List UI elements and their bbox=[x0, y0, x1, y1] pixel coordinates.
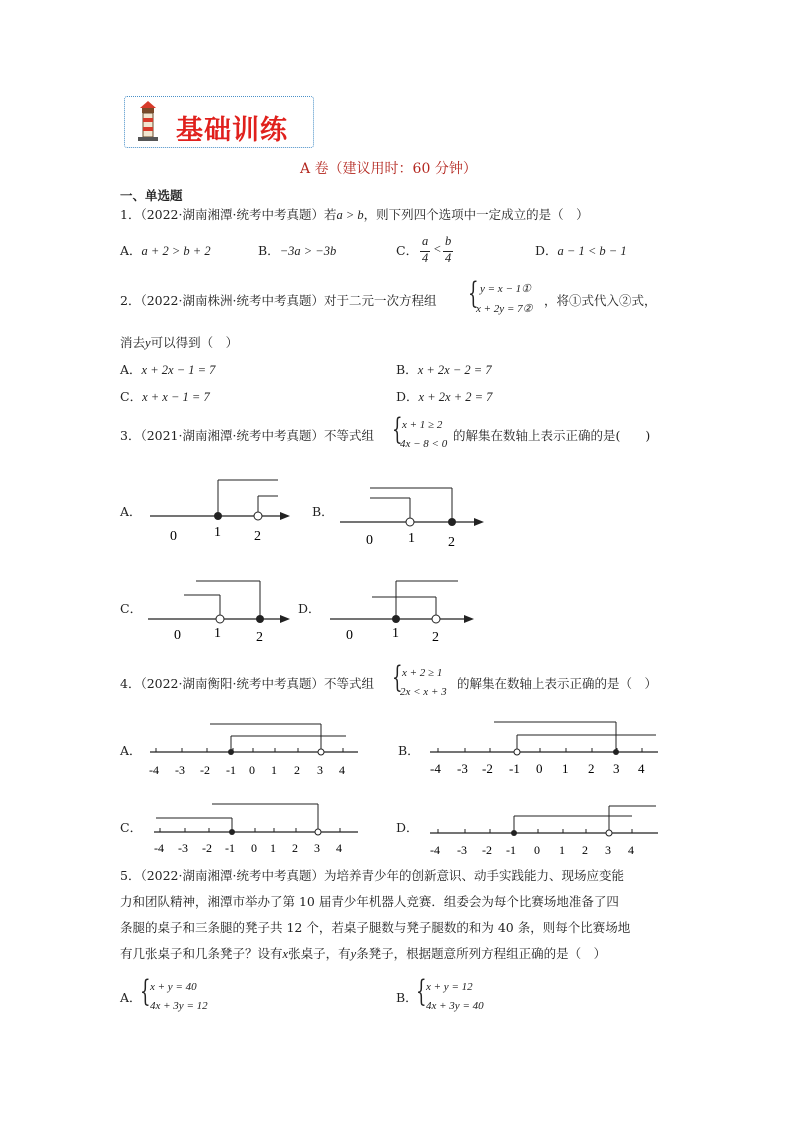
tick-4: 4 bbox=[339, 763, 345, 777]
q3-option-b-numberline bbox=[330, 474, 490, 546]
tick-1: 1 bbox=[408, 531, 415, 546]
tick-n3: -3 bbox=[175, 763, 185, 777]
q5-option-a-brace: { bbox=[140, 974, 151, 1009]
tick-4: 4 bbox=[628, 843, 634, 857]
q5-option-b-eq1: x + y = 12 bbox=[426, 981, 473, 993]
tick-1: 1 bbox=[271, 763, 277, 777]
q3-stem-tail: 的解集在数轴上表示正确的是( ) bbox=[453, 428, 651, 443]
tick-n1: -1 bbox=[225, 841, 235, 855]
q2-brace: { bbox=[468, 276, 479, 311]
q5-option-a-label[interactable]: A． bbox=[120, 990, 142, 1005]
q3-option-d-numberline bbox=[320, 575, 480, 645]
tick-2: 2 bbox=[432, 630, 439, 645]
q4-option-a-label[interactable]: A． bbox=[120, 743, 142, 758]
tick-0: 0 bbox=[346, 628, 353, 643]
tick-2: 2 bbox=[588, 761, 595, 776]
question-1-stem: 1．（2022·湖南湘潭·统考中考真题）若a > b，则下列四个选项中一定成立的是（ ） bbox=[120, 207, 589, 222]
question-3-stem: 3．（2021·湖南湘潭·统考中考真题）不等式组 bbox=[120, 428, 374, 443]
q1-option-a[interactable]: A．a + 2 > b + 2 bbox=[120, 243, 211, 258]
tick-0: 0 bbox=[534, 843, 540, 857]
q2-eq1: y = x − 1① bbox=[480, 283, 531, 295]
tick-n4: -4 bbox=[430, 843, 440, 857]
tick-n2: -2 bbox=[202, 841, 212, 855]
q3-option-a-label[interactable]: A． bbox=[120, 504, 142, 519]
tick-2: 2 bbox=[582, 843, 588, 857]
tick-1: 1 bbox=[214, 525, 221, 540]
q4-option-b-numberline bbox=[426, 715, 666, 781]
q3-eq1: x + 1 ≥ 2 bbox=[402, 419, 443, 431]
tick-n2: -2 bbox=[482, 761, 493, 776]
tick-0: 0 bbox=[536, 761, 543, 776]
tick-0: 0 bbox=[249, 763, 255, 777]
q4-option-d-numberline bbox=[426, 800, 666, 862]
section-title: 一、单选题 bbox=[120, 188, 183, 203]
tick-3: 3 bbox=[613, 761, 620, 776]
question-2-stem: 2．（2022·湖南株洲·统考中考真题）对于二元一次方程组 bbox=[120, 293, 437, 308]
q2-stem-tail: ，将①式代入②式， bbox=[544, 293, 657, 308]
tick-n4: -4 bbox=[430, 761, 441, 776]
tick-n4: -4 bbox=[149, 763, 159, 777]
tick-3: 3 bbox=[314, 841, 320, 855]
tick-1: 1 bbox=[562, 761, 569, 776]
q4-stem-tail: 的解集在数轴上表示正确的是（ ） bbox=[457, 676, 658, 691]
tick-4: 4 bbox=[336, 841, 342, 855]
q4-option-d-label[interactable]: D． bbox=[396, 820, 419, 835]
q2-option-b[interactable]: B．x + 2x − 2 = 7 bbox=[396, 362, 492, 377]
tick-1: 1 bbox=[270, 841, 276, 855]
question-5-line1: 5．（2022·湖南湘潭·统考中考真题）为培养青少年的创新意识、动手实践能力、现场应变能 bbox=[120, 868, 624, 883]
q5-option-b-label[interactable]: B． bbox=[396, 990, 418, 1005]
tick-n1: -1 bbox=[509, 761, 520, 776]
question-5-line3: 条腿的桌子和三条腿的凳子共 12 个，若桌子腿数与凳子腿数的和为 40 条，则每个比赛场地 bbox=[120, 920, 631, 935]
q3-brace: { bbox=[392, 412, 403, 447]
tick-1: 1 bbox=[392, 626, 399, 641]
q2-option-d[interactable]: D．x + 2x + 2 = 7 bbox=[396, 389, 493, 404]
tick-2: 2 bbox=[292, 841, 298, 855]
q5-option-a-eq2: 4x + 3y = 12 bbox=[150, 1000, 208, 1012]
header-title: 基础训练 bbox=[176, 115, 288, 146]
q5-option-b-eq2: 4x + 3y = 40 bbox=[426, 1000, 484, 1012]
tick-n1: -1 bbox=[226, 763, 236, 777]
tick-2: 2 bbox=[254, 529, 261, 544]
q3-option-d-label[interactable]: D． bbox=[298, 601, 321, 616]
q4-eq1: x + 2 ≥ 1 bbox=[402, 667, 443, 679]
tick-n2: -2 bbox=[482, 843, 492, 857]
q3-option-c-numberline bbox=[140, 575, 300, 645]
tick-2: 2 bbox=[256, 630, 263, 645]
q1-option-c[interactable]: C． bbox=[396, 243, 419, 258]
question-5-line4: 有几张桌子和几条凳子？设有x张桌子，有y条凳子，根据题意所列方程组正确的是（ ） bbox=[120, 946, 607, 961]
tick-n1: -1 bbox=[506, 843, 516, 857]
q3-eq2: 4x − 8 < 0 bbox=[400, 438, 448, 450]
tick-n3: -3 bbox=[457, 761, 468, 776]
tick-0: 0 bbox=[170, 529, 177, 544]
q4-option-a-numberline bbox=[146, 718, 366, 780]
question-5-line2: 力和团队精神，湘潭市举办了第 10 届青少年机器人竞赛．组委会为每个比赛场地准备了四 bbox=[120, 894, 619, 909]
q1-option-c-fraction: a 4 < b 4 bbox=[422, 234, 452, 265]
tick-n3: -3 bbox=[178, 841, 188, 855]
tick-0: 0 bbox=[174, 628, 181, 643]
tick-0: 0 bbox=[366, 533, 373, 546]
q1-option-b[interactable]: B．−3a > −3b bbox=[258, 243, 337, 258]
tick-1: 1 bbox=[214, 626, 221, 641]
tick-2: 2 bbox=[294, 763, 300, 777]
tick-3: 3 bbox=[605, 843, 611, 857]
q2-option-a[interactable]: A．x + 2x − 1 = 7 bbox=[120, 362, 216, 377]
q2-stem-line2: 消去y可以得到（ ） bbox=[120, 335, 239, 350]
q4-eq2: 2x < x + 3 bbox=[400, 686, 447, 698]
q4-brace: { bbox=[392, 660, 403, 695]
tick-1: 1 bbox=[559, 843, 565, 857]
q3-option-c-label[interactable]: C． bbox=[120, 601, 143, 616]
tick-n3: -3 bbox=[457, 843, 467, 857]
q2-option-c[interactable]: C．x + x − 1 = 7 bbox=[120, 389, 210, 404]
subtitle: A 卷（建议用时：60 分钟） bbox=[300, 161, 477, 177]
tick-n2: -2 bbox=[200, 763, 210, 777]
q3-option-b-label[interactable]: B． bbox=[312, 504, 334, 519]
tick-n4: -4 bbox=[154, 841, 164, 855]
q4-option-c-label[interactable]: C． bbox=[120, 820, 143, 835]
q1-option-d[interactable]: D．a − 1 < b − 1 bbox=[535, 243, 627, 258]
q2-eq2: x + 2y = 7② bbox=[476, 303, 533, 315]
q5-option-a-eq1: x + y = 40 bbox=[150, 981, 197, 993]
q5-option-b-brace: { bbox=[416, 974, 427, 1009]
tick-3: 3 bbox=[317, 763, 323, 777]
q4-option-c-numberline bbox=[150, 800, 365, 858]
lighthouse-icon bbox=[134, 99, 162, 143]
q4-option-b-label[interactable]: B． bbox=[398, 743, 420, 758]
q3-option-a-numberline bbox=[140, 474, 300, 546]
tick-0: 0 bbox=[251, 841, 257, 855]
question-4-stem: 4．（2022·湖南衡阳·统考中考真题）不等式组 bbox=[120, 676, 374, 691]
tick-4: 4 bbox=[638, 761, 645, 776]
tick-2: 2 bbox=[448, 535, 455, 546]
